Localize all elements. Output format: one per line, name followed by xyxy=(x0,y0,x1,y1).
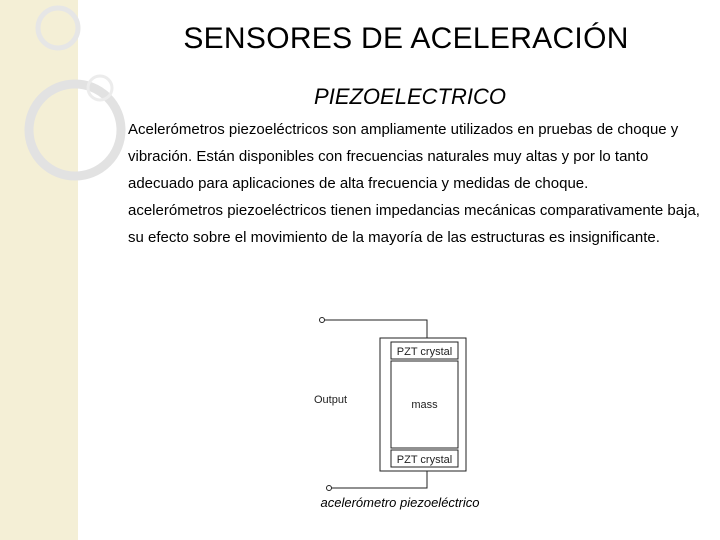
slide-title: SENSORES DE ACELERACIÓN xyxy=(183,22,629,55)
paragraph-1: Acelerómetros piezoeléctricos son ampliamente utilizados en pruebas de choque y vibración. Están disponibles con frecuencias naturales muy altas y por lo tanto adecuado para aplicaciones de alta frecuencia y medidas de choque. xyxy=(128,121,679,192)
body-text xyxy=(128,116,708,251)
paragraph-2: acelerómetros piezoeléctricos tienen impedancias mecánicas comparativamente baja, su efecto sobre el movimiento de la mayoría de las estructuras es insignificante. xyxy=(128,202,700,246)
accelerometer-diagram xyxy=(300,305,500,495)
diagram-caption: acelerómetro piezoeléctrico xyxy=(320,495,480,510)
decorative-rings xyxy=(0,0,140,540)
bottom-crystal-label: PZT crystal xyxy=(396,454,453,466)
bottom-wire xyxy=(332,471,428,488)
top-terminal xyxy=(320,318,325,323)
output-label: Output xyxy=(314,394,348,406)
top-crystal-label: PZT crystal xyxy=(396,346,453,358)
mass-label: mass xyxy=(411,399,438,411)
slide-subtitle: PIEZOELECTRICO xyxy=(314,84,506,109)
bottom-terminal xyxy=(327,486,332,491)
top-wire xyxy=(325,320,428,338)
